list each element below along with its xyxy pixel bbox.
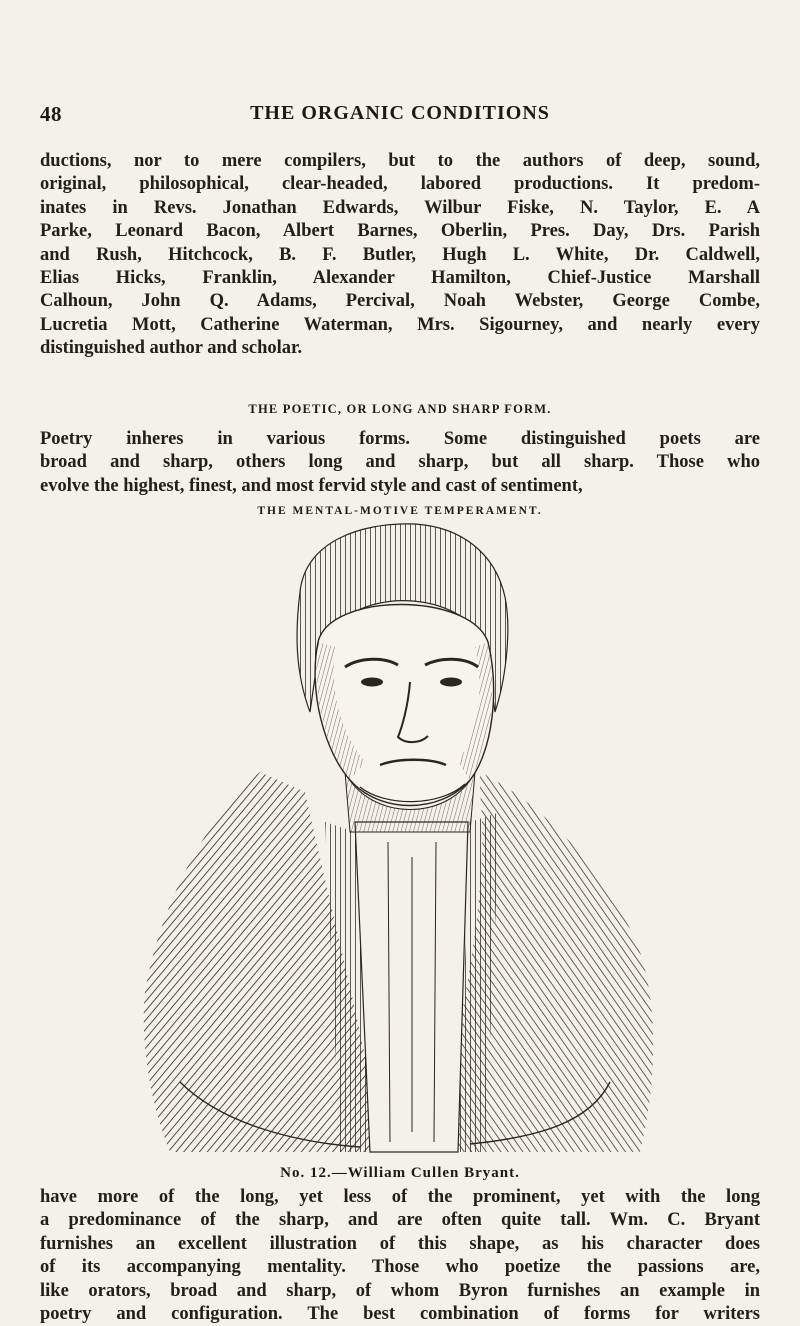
text-line: evolve the highest, finest, and most fervid style and cast of sentiment, xyxy=(40,475,583,496)
text-line: original, philosophical, clear-headed, labored productions. It predom- xyxy=(40,174,760,195)
text-line: Poetry inheres in various forms. Some distinguished poets are xyxy=(40,429,760,449)
running-title: THE ORGANIC CONDITIONS xyxy=(250,102,550,124)
text-line: poetry and configuration. The best combination of forms for writers xyxy=(40,1304,760,1325)
text-line: a predominance of the sharp, and are often quite tall. Wm. C. Bryant xyxy=(40,1210,760,1231)
portrait-illustration xyxy=(140,522,680,1162)
page-number: 48 xyxy=(40,102,62,126)
running-head xyxy=(40,102,760,126)
figure-caption: No. 12.—William Cullen Bryant. xyxy=(280,1165,520,1181)
text-line: have more of the long, yet less of the prominent, yet with the long xyxy=(40,1187,760,1207)
text-line: of its accompanying mentality. Those who poetize the passions are, xyxy=(40,1257,760,1278)
figure-heading: THE MENTAL-MOTIVE TEMPERAMENT. xyxy=(257,505,543,517)
text-line: Parke, Leonard Bacon, Albert Barnes, Oberlin, Pres. Day, Drs. Parish xyxy=(40,221,760,242)
paragraph-3 xyxy=(40,1186,760,1326)
text-line: broad and sharp, others long and sharp, but all sharp. Those who xyxy=(40,452,760,473)
section-heading: THE POETIC, OR LONG AND SHARP FORM. xyxy=(248,402,552,416)
paragraph-1 xyxy=(40,150,760,361)
text-line: furnishes an excellent illustration of this shape, as his character does xyxy=(40,1233,760,1254)
portrait-engraving xyxy=(140,522,680,1162)
text-line: and Rush, Hitchcock, B. F. Butler, Hugh L. White, Dr. Caldwell, xyxy=(40,244,760,265)
paragraph-2 xyxy=(40,428,760,498)
text-line: inates in Revs. Jonathan Edwards, Wilbur Fiske, N. Taylor, E. A xyxy=(40,197,760,218)
text-line: ductions, nor to mere compilers, but to the authors of deep, sound, xyxy=(40,151,760,171)
text-line: Elias Hicks, Franklin, Alexander Hamilton, Chief-Justice Marshall xyxy=(40,268,760,289)
text-line: distinguished author and scholar. xyxy=(40,338,303,359)
text-line: Calhoun, John Q. Adams, Percival, Noah Webster, George Combe, xyxy=(40,291,760,312)
text-line: like orators, broad and sharp, of whom Byron furnishes an example in xyxy=(40,1280,760,1301)
text-line: Lucretia Mott, Catherine Waterman, Mrs. Sigourney, and nearly every xyxy=(40,314,760,335)
